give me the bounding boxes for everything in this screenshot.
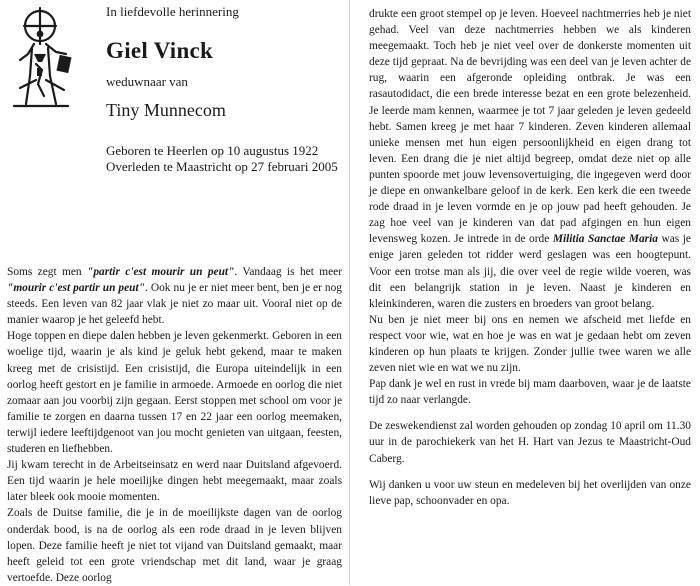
left-column — [7, 264, 342, 586]
right-column — [369, 6, 691, 509]
text-run: Soms zegt men — [7, 266, 87, 278]
death-line: Overleden te Maastricht op 27 februari 2005 — [106, 159, 338, 174]
widow-label: weduwnaar van — [106, 74, 188, 89]
text-run: was je enige jaren geleden tot ridder werd geslagen was een hoogtepunt. Voor een trotse man als jij, die over veel de regie wilde voeren, was dit een belangrijk station in je leven. Naast je kinderen en kleinkinderen, waren die zusters en broeders van groot belang. — [369, 233, 691, 310]
quote: "partir c'est mourir un peut" — [87, 266, 235, 278]
paragraph: Hoge toppen en diepe dalen hebben je leven gekenmerkt. Geboren in een woelige tijd, waarin je als kind je geluk hebt gekend, maar te maken kreeg met de crisistijd. Een crisistijd, die Europa uiteindelijk in een oorlog heeft gestort en je familie in armoede. Armoede en oorlog die niet zomaar aan jou voorbij zijn gegaan. Eerst stoppen met school om voor je familie te zorgen en daarna tussen 17 en 22 jaar een oorlog meemaken, terwijl iedere leeftijdgenoot van jou mocht genieten van uitgaan, feesten, studeren en liefhebben. — [7, 330, 342, 456]
text-run: drukte een groot stempel op je leven. Hoeveel nachtmerries heb je niet gehad. Veel van deze nachtmerries hebben we als kinderen meegemaakt. Toch heb je niet veel over de donkerste momenten uit deze tijd gepraat. Na de bevrijding was een deel van je leven achter de rug, waarin een afgeronde opleiding ontbrak. Je was een rasautodidact, die een brede interesse bezat en een grote belezenheid. Je leerde mam kennen, waarmee je tot 7 jaar geleden je leven gedeeld hebt. Samen kreeg je met haar 7 kinderen. Zeven kinderen allemaal unieke mensen met hun eigen persoonlijkheid en eigen drang tot leven. Een drang die je niet altijd begreep, omdat deze niet op alle punten spoorde met jouw levensovertuiging, die ingegeven werd door je diepe en onwankelbare geloof in de kerk. Een kerk die een tweede rode draad in je leven vormde en je op jouw pad heeft gehouden. Je zag hoe veel van je kinderen van dat pad afgingen en hun eigen levensweg kozen. Je intrede in de orde — [369, 8, 691, 246]
paragraph: Jij kwam terecht in de Arbeitseinsatz en werd naar Duitsland afgevoerd. Een tijd waarin je hele moeilijke dingen hebt meegemaakt, maar zoals later bleek ook mooie momenten. — [7, 459, 342, 504]
service-announcement: De zeswekendienst zal worden gehouden op zondag 10 april om 11.30 uur in de parochiekerk van het H. Hart van Jezus te Maastricht-Oud Caberg. — [369, 420, 691, 465]
intro-line: In liefdevolle herinnering — [106, 4, 239, 19]
thank-you-note: Wij danken u voor uw steun en medeleven bij het overlijden van onze lieve pap, schoonvader en opa. — [369, 478, 691, 507]
quote: "mourir c'est partir un peut" — [7, 282, 146, 295]
paragraph — [7, 264, 342, 328]
life-dates — [106, 143, 342, 175]
column-divider — [349, 0, 350, 585]
christ-with-cross-icon — [6, 4, 76, 112]
paragraph: Nu ben je niet meer bij ons en nemen we afscheid met liefde en respect voor wie, wat en hoe je was en wat je gedaan hebt om zeven kinderen op hun plaats te krijgen. Zonder jullie twee waren we alle zeven niet wie en wat we nu zijn. — [369, 313, 691, 375]
paragraph: Zoals de Duitse familie, die je in de moeilijkste dagen van de oorlog onderdak bood, is na de oorlog als een rode draad in je leven blijven lopen. Deze familie heeft je niet tot vijand van Duitsland gemaakt, maar heeft geleid tot een grote vriendschap met dit land, waar je graag vertoefde. Deze oorlog — [7, 507, 342, 584]
order-name: Militia Sanctae Maria — [552, 233, 658, 246]
deceased-name: Giel Vinck — [106, 38, 214, 63]
paragraph — [369, 6, 691, 312]
text-run: . Ook nu je er niet meer bent, ben je er nog steeds. Een leven van 82 jaar vlak je niet zo maar uit. Vooral niet op de manier waarop je het geleefd hebt. — [7, 282, 343, 327]
text-run: . Vandaag is het meer — [234, 266, 342, 278]
birth-line: Geboren te Heerlen op 10 augustus 1922 — [106, 143, 319, 158]
card-header — [106, 0, 342, 175]
paragraph: Pap dank je wel en rust in vrede bij mam daarboven, waar je de laatste tijd zo naar verlangde. — [369, 378, 691, 407]
spouse-name: Tiny Munnecom — [106, 100, 226, 120]
